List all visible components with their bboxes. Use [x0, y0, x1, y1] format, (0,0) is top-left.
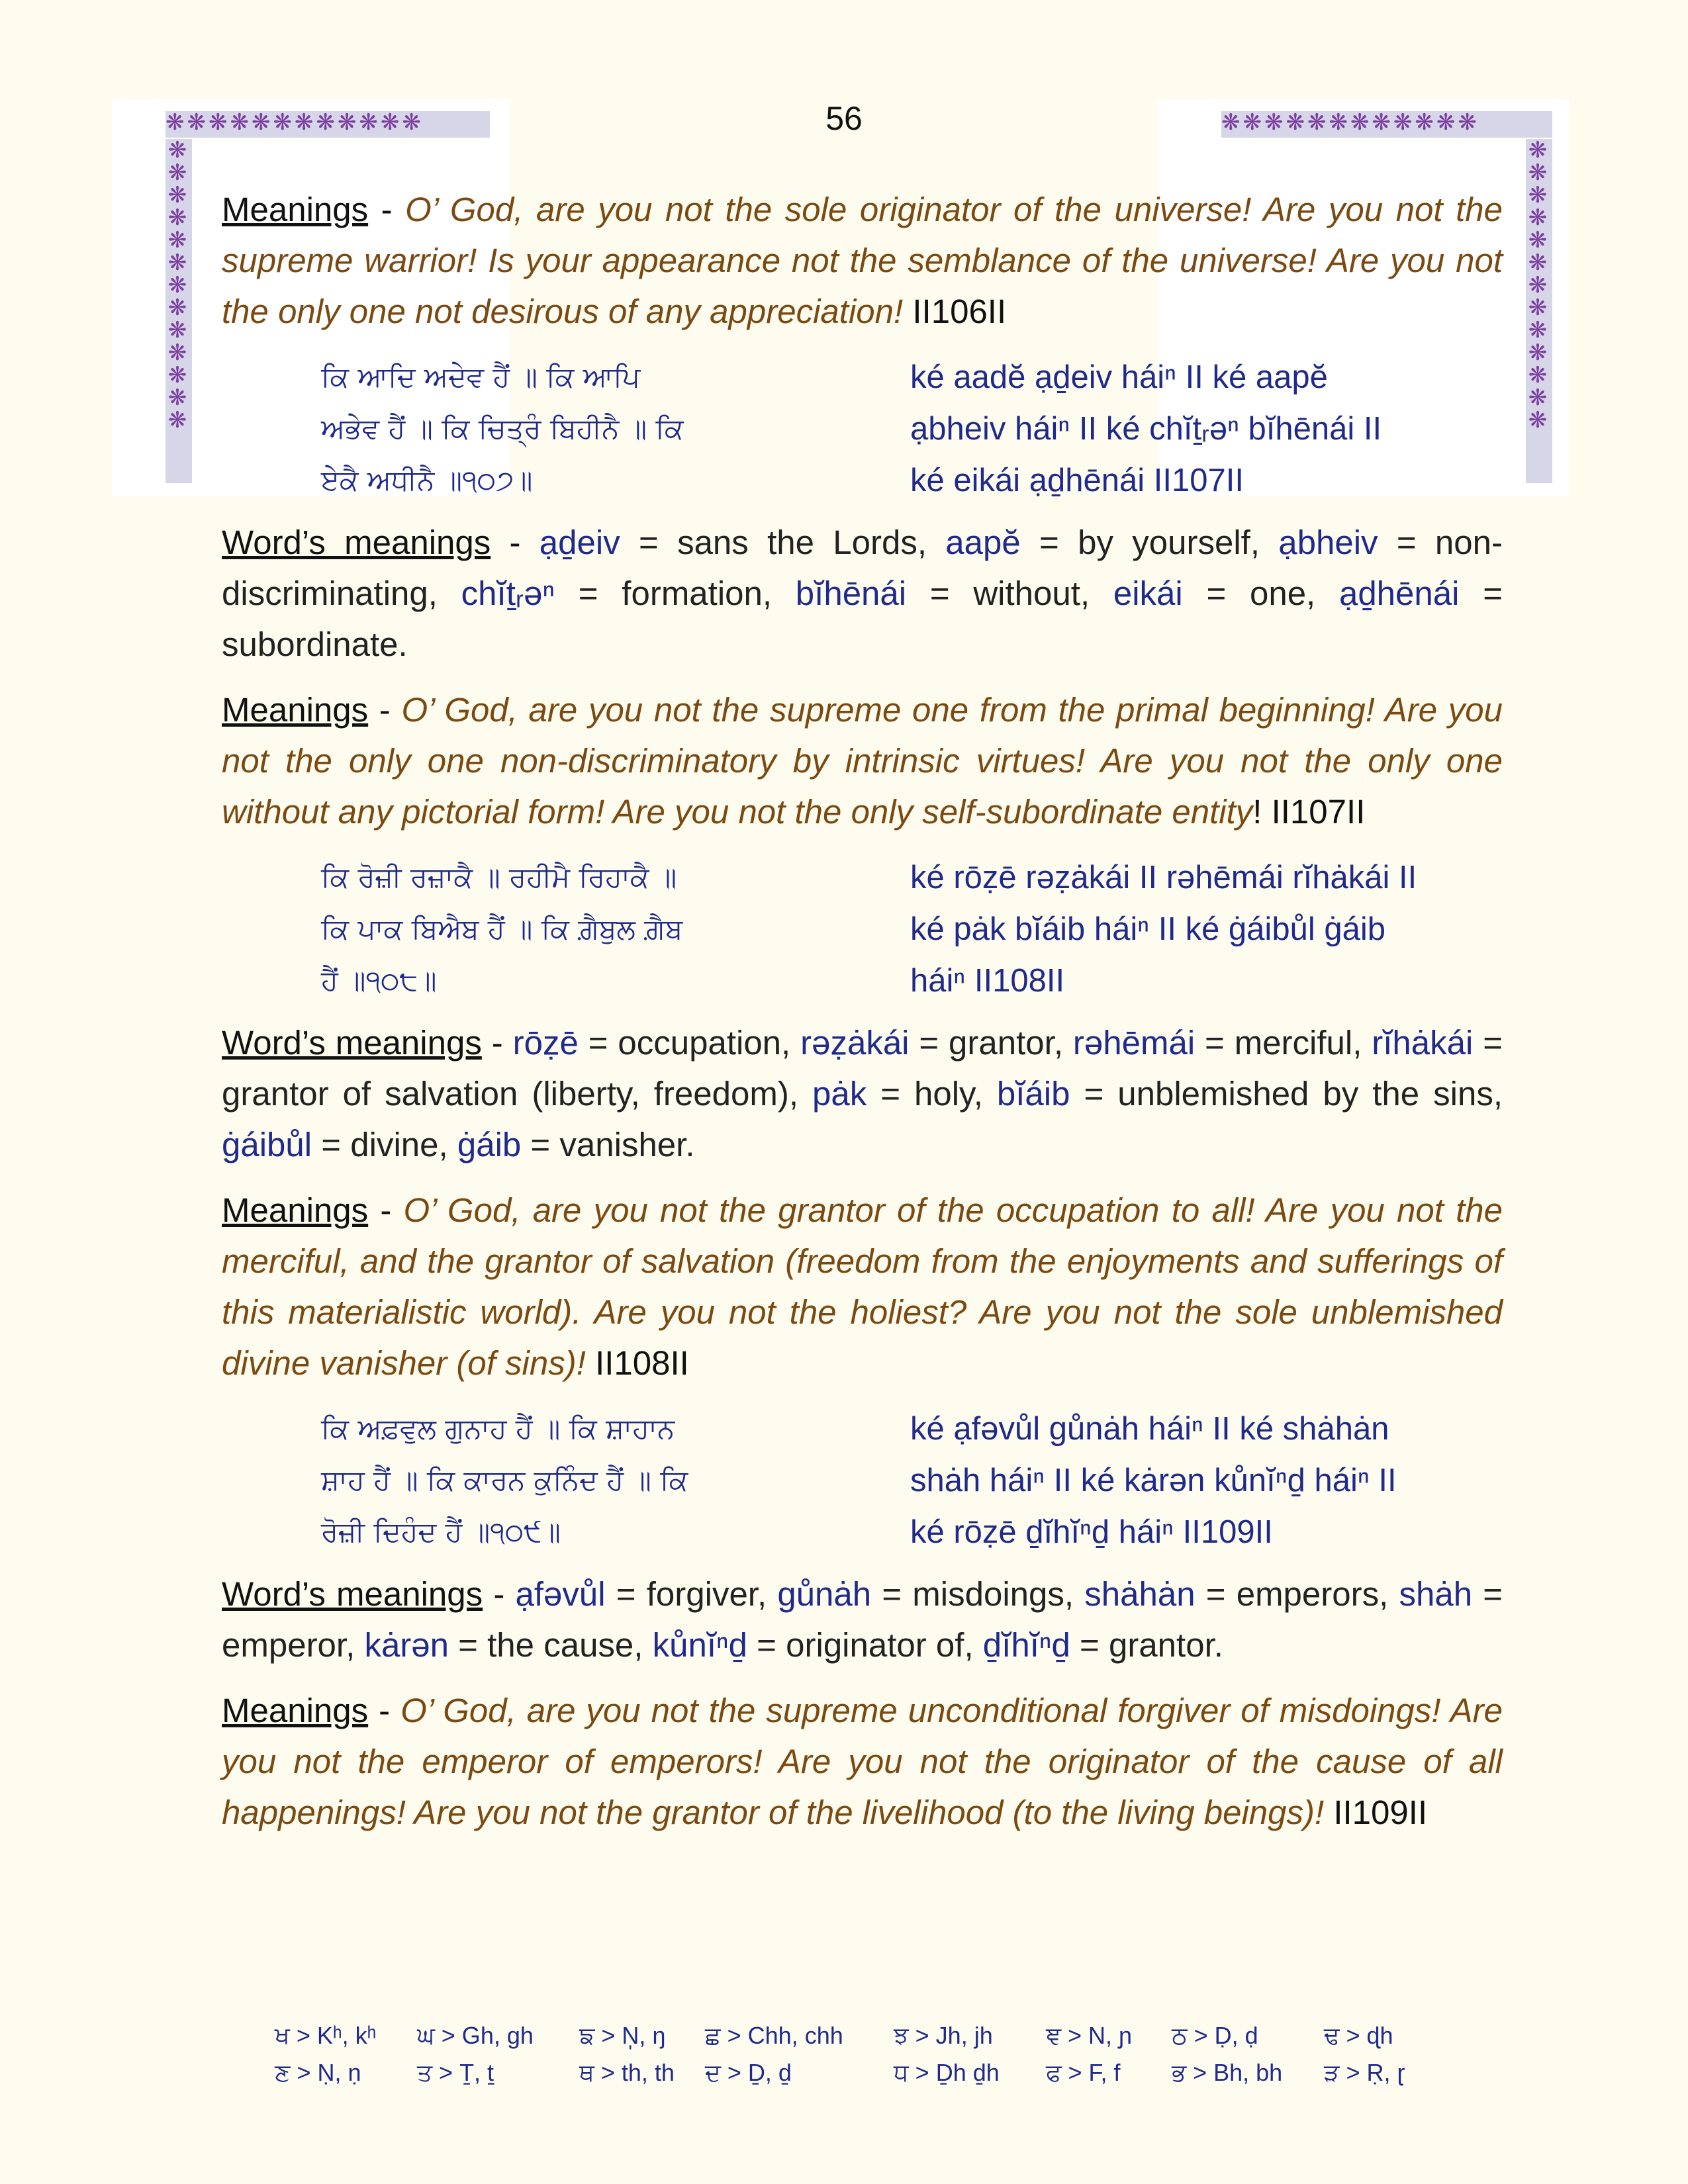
meaning-text: O’ God, are you not the sole originator of the universe! Are you not the supreme warrior! Is your appearance not the semblance of the universe! Are you not the only one not desirous of any appreciation! [222, 191, 1503, 330]
word-meanings-paragraph [222, 1017, 1503, 1170]
border-star-icon: ❋ [167, 272, 190, 298]
border-star-icon: ❋ [1528, 139, 1550, 163]
transliteration-key-entry: ਢ > ɖh [1324, 2022, 1393, 2049]
transliteration-line: shȧh háiⁿ II ké kȧrən kůnĭⁿḏ háiⁿ II [910, 1463, 1397, 1498]
gurmukhi-line: ਰੋਜ਼ੀ ਦਿਹੰਦ ਹੈਂ ॥੧੦੯॥ [321, 1516, 561, 1548]
decorative-border-right [1526, 139, 1552, 483]
border-star-icon: ❋ [1528, 295, 1550, 321]
transliteration-key-entry: ਦ > Ḏ, ḏ [705, 2059, 792, 2086]
border-star-icon: ❋ [1528, 407, 1550, 433]
gurmukhi-line: ਸ਼ਾਹ ਹੈਂ ॥ ਕਿ ਕਾਰਨ ਕੁਨਿੰਦ ਹੈਂ ॥ ਕਿ [321, 1464, 688, 1496]
border-star-icon: ❋ [167, 362, 190, 388]
glossary-term: bĭáib [996, 1075, 1070, 1113]
meanings-paragraph [222, 184, 1503, 337]
border-star-icon: ❋ [167, 205, 190, 231]
transliteration-line: ké rōẓē rəẓȧkái II rəhēmái rĭhȧkái II [910, 860, 1417, 895]
transliteration-verse [837, 351, 1503, 506]
meanings-label: Meanings [222, 691, 369, 729]
verse-block [222, 351, 1503, 506]
transliteration-key-entry: ਞ > N, ɲ [1046, 2022, 1133, 2049]
glossary-term: rōẓē [512, 1024, 579, 1062]
transliteration-line: ké eikái ạḏhēnái II107II [910, 463, 1244, 498]
transliteration-line: ạbheiv háiⁿ II ké chĭṯᵣəⁿ bĭhēnái II [910, 411, 1382, 447]
transliteration-key-entry: ਫ > F, f [1046, 2059, 1121, 2086]
transliteration-key-entry: ਘ > Gh, gh [417, 2022, 534, 2049]
transliteration-line: ké ạfəvůl gůnȧh háiⁿ II ké shȧhȧn [910, 1411, 1389, 1447]
glossary-term: chĭṯᵣəⁿ [461, 574, 555, 612]
glossary-term: gůnȧh [777, 1575, 872, 1613]
meanings-paragraph [222, 1685, 1503, 1838]
glossary-term: ḏĭhĭⁿḏ [982, 1626, 1070, 1664]
glossary-definition: = merciful, [1195, 1024, 1372, 1062]
transliteration-line: ké rōẓē ḏĭhĭⁿḏ háiⁿ II109II [910, 1514, 1273, 1550]
transliteration-key-entry: ਧ > Ḏh ḏh [894, 2059, 1000, 2086]
border-star-icon: ❋ [167, 227, 190, 253]
word-meanings-paragraph [222, 1569, 1503, 1670]
word-meanings-paragraph [222, 517, 1503, 670]
glossary-definition: = occupation, [578, 1024, 801, 1062]
transliteration-key-entry: ੜ > Ṛ, ɽ [1324, 2059, 1405, 2086]
glossary-definition: = sans the Lords, [620, 523, 946, 561]
gurmukhi-line: ਕਿ ਆਦਿ ਅਦੇਵ ਹੈਂ ॥ ਕਿ ਆਪਿ [321, 361, 641, 393]
verse-number: ! II107II [1252, 793, 1366, 831]
decorative-border-top-left: ❋❋❋❋❋❋❋❋❋❋❋❋ [165, 111, 490, 138]
transliteration-key-row [275, 2022, 1466, 2059]
word-meanings-label: Word’s meanings [222, 1024, 482, 1062]
glossary-term: aapĕ [945, 523, 1021, 561]
transliteration-key-entry: ਙ > N̩, ŋ [579, 2022, 666, 2049]
gurmukhi-verse [222, 1403, 837, 1558]
glossary-definition: = grantor, [909, 1024, 1073, 1062]
label-separator: - [368, 691, 402, 729]
word-meanings-label: Word’s meanings [222, 1575, 483, 1613]
glossary-term: rəhēmái [1072, 1024, 1196, 1062]
transliteration-verse [837, 852, 1503, 1007]
border-star-icon: ❋ [1528, 227, 1550, 253]
transliteration-key-row [275, 2059, 1466, 2096]
glossary-definition: = holy, [867, 1075, 997, 1113]
glossary-definition: = non-discriminating, [222, 523, 1503, 612]
transliteration-key-entry: ਤ > Ṯ, ṯ [417, 2059, 494, 2086]
border-star-icon: ❋ [1528, 385, 1550, 411]
glossary-definition: = emperor, [222, 1575, 1503, 1664]
border-star-icon: ❋ [1528, 205, 1550, 231]
transliteration-key-entry: ਠ > Ḍ, ḍ [1172, 2022, 1258, 2049]
label-separator: - [481, 1024, 513, 1062]
label-separator: - [483, 1575, 516, 1613]
meaning-text: O’ God, are you not the supreme unconditional forgiver of misdoings! Are you not the emperor of emperors! Are you not the originator of the cause of all happenings! Are you not the grantor of the livelihood (to the living beings)! [222, 1692, 1503, 1831]
border-star-icon: ❋ [1528, 362, 1550, 388]
border-star-icon: ❋ [1528, 159, 1550, 186]
glossary-definition: = by yourself, [1020, 523, 1279, 561]
verse-block [222, 852, 1503, 1007]
border-star-icon: ❋ [1528, 317, 1550, 343]
border-star-icon: ❋ [167, 139, 190, 163]
label-separator: - [368, 191, 406, 228]
border-star-icon: ❋ [167, 407, 190, 433]
glossary-definition: = vanisher. [521, 1126, 695, 1163]
gurmukhi-line: ਕਿ ਅਫ਼ਵੁਲ ਗੁਨਾਹ ਹੈਂ ॥ ਕਿ ਸ਼ਾਹਾਨ [321, 1412, 675, 1445]
transliteration-line: háiⁿ II108II [910, 963, 1065, 999]
verse-number: II106II [903, 293, 1007, 330]
glossary-term: ạbheiv [1278, 523, 1378, 561]
word-meanings-label: Word’s meanings [222, 523, 491, 561]
decorative-border-top-right: ❋❋❋❋❋❋❋❋❋❋❋❋ [1221, 111, 1552, 138]
glossary-definition: = the cause, [449, 1626, 653, 1664]
glossary-term: ġáibůl [222, 1126, 312, 1163]
glossary-definition: = divine, [312, 1126, 457, 1163]
border-star-icon: ❋ [167, 317, 190, 343]
border-star-icon: ❋ [167, 340, 190, 366]
label-separator: - [491, 523, 539, 561]
border-star-icon: ❋ [167, 250, 190, 276]
decorative-border-left [165, 139, 192, 483]
glossary-term: shȧhȧn [1084, 1575, 1196, 1613]
glossary-definition: = misdoings, [871, 1575, 1085, 1613]
gurmukhi-verse [222, 852, 837, 1007]
glossary-term: pȧk [812, 1075, 867, 1113]
label-separator: - [368, 1692, 401, 1729]
border-star-icon: ❋ [167, 295, 190, 321]
gurmukhi-line: ਕਿ ਰੋਜ਼ੀ ਰਜ਼ਾਕੈ ॥ ਰਹੀਮੈ ਰਿਹਾਕੈ ॥ [321, 861, 677, 893]
glossary-definition: = emperors, [1195, 1575, 1399, 1613]
transliteration-key-entry: ਖ > Kʰ, kʰ [275, 2022, 377, 2049]
glossary-term: rĭhȧkái [1372, 1024, 1474, 1062]
glossary-definition: = formation, [555, 574, 796, 612]
glossary-term: kůnĭⁿḏ [652, 1626, 748, 1664]
border-star-icon: ❋ [1528, 250, 1550, 276]
label-separator: - [368, 1191, 404, 1229]
glossary-term: kȧrən [364, 1626, 449, 1664]
glossary-definition: = subordinate. [222, 574, 1503, 663]
border-star-icon: ❋ [1528, 272, 1550, 298]
border-star-icon: ❋ [1528, 340, 1550, 366]
glossary-term: ġáib [457, 1126, 522, 1163]
meaning-text: O’ God, are you not the grantor of the occupation to all! Are you not the merciful, and the grantor of salvation (freedom from the enjoyments and sufferings of this materialistic world). Are you not the holiest? Are you not the sole unblemished divine vanisher (of sins)! [222, 1191, 1503, 1382]
glossary-definition: = without, [906, 574, 1113, 612]
transliteration-line: ké pȧk bĭáib háiⁿ II ké ġáibůl ġáib [910, 911, 1385, 947]
meanings-label: Meanings [222, 1191, 369, 1229]
meanings-label: Meanings [222, 191, 369, 228]
gurmukhi-verse [222, 351, 837, 506]
meanings-label: Meanings [222, 1692, 369, 1729]
gurmukhi-line: ਅਭੇਵ ਹੈਂ ॥ ਕਿ ਚਿਤ੍ਰੰ ਬਿਹੀਨੈ ॥ ਕਿ [321, 412, 684, 445]
glossary-term: shȧh [1399, 1575, 1473, 1613]
glossary-definition: = unblemished by the sins, [1070, 1075, 1503, 1113]
glossary-definition: = grantor. [1070, 1626, 1223, 1664]
transliteration-verse [837, 1403, 1503, 1558]
transliteration-key [275, 2022, 1466, 2096]
transliteration-key-entry: ਭ > Bh, bh [1172, 2059, 1283, 2086]
glossary-term: ạḏeiv [539, 523, 620, 561]
border-star-icon: ❋ [167, 385, 190, 411]
glossary-definition: = one, [1182, 574, 1339, 612]
gurmukhi-line: ਕਿ ਪਾਕ ਬਿਐਬ ਹੈਂ ॥ ਕਿ ਗ਼ੈਬੁਲ ਗ਼ੈਬ [321, 913, 683, 945]
gurmukhi-line: ਏਕੈ ਅਧੀਨੈ ॥੧੦੭॥ [321, 464, 533, 496]
transliteration-key-entry: ਣ > Ṇ, ṇ [275, 2059, 361, 2086]
glossary-definition: = grantor of salvation (liberty, freedom), [222, 1024, 1503, 1113]
glossary-definition: = forgiver, [605, 1575, 778, 1613]
glossary-term: ạḏhēnái [1338, 574, 1460, 612]
glossary-definition: = originator of, [747, 1626, 983, 1664]
border-star-icon: ❋ [167, 159, 190, 186]
transliteration-key-entry: ਥ > th, th [579, 2059, 675, 2086]
page-number: 56 [825, 100, 863, 137]
meanings-paragraph [222, 684, 1503, 837]
border-star-icon: ❋ [1528, 182, 1550, 208]
verse-block [222, 1403, 1503, 1558]
transliteration-key-entry: ਛ > Chh, chh [705, 2022, 843, 2049]
verse-number: II109II [1324, 1794, 1428, 1831]
border-star-icon: ❋ [167, 182, 190, 208]
glossary-term: eikái [1113, 574, 1183, 612]
transliteration-line: ké aadĕ ạḏeiv háiⁿ II ké aapĕ [910, 359, 1328, 395]
page-content [222, 184, 1503, 1852]
meaning-text: O’ God, are you not the supreme one from the primal beginning! Are you not the only one non-discriminatory by intrinsic virtues! Are you not the only one without any pictorial form! Are you not the only self-subordinate entity [222, 691, 1503, 831]
verse-number: II108II [585, 1344, 689, 1382]
gurmukhi-line: ਹੈਂ ॥੧੦੮॥ [321, 964, 437, 997]
glossary-term: ạfəvůl [515, 1575, 606, 1613]
meanings-paragraph [222, 1185, 1503, 1388]
glossary-term: bĭhēnái [795, 574, 907, 612]
glossary-term: rəẓȧkái [800, 1024, 910, 1062]
transliteration-key-entry: ਝ > Jh, jh [894, 2022, 993, 2049]
